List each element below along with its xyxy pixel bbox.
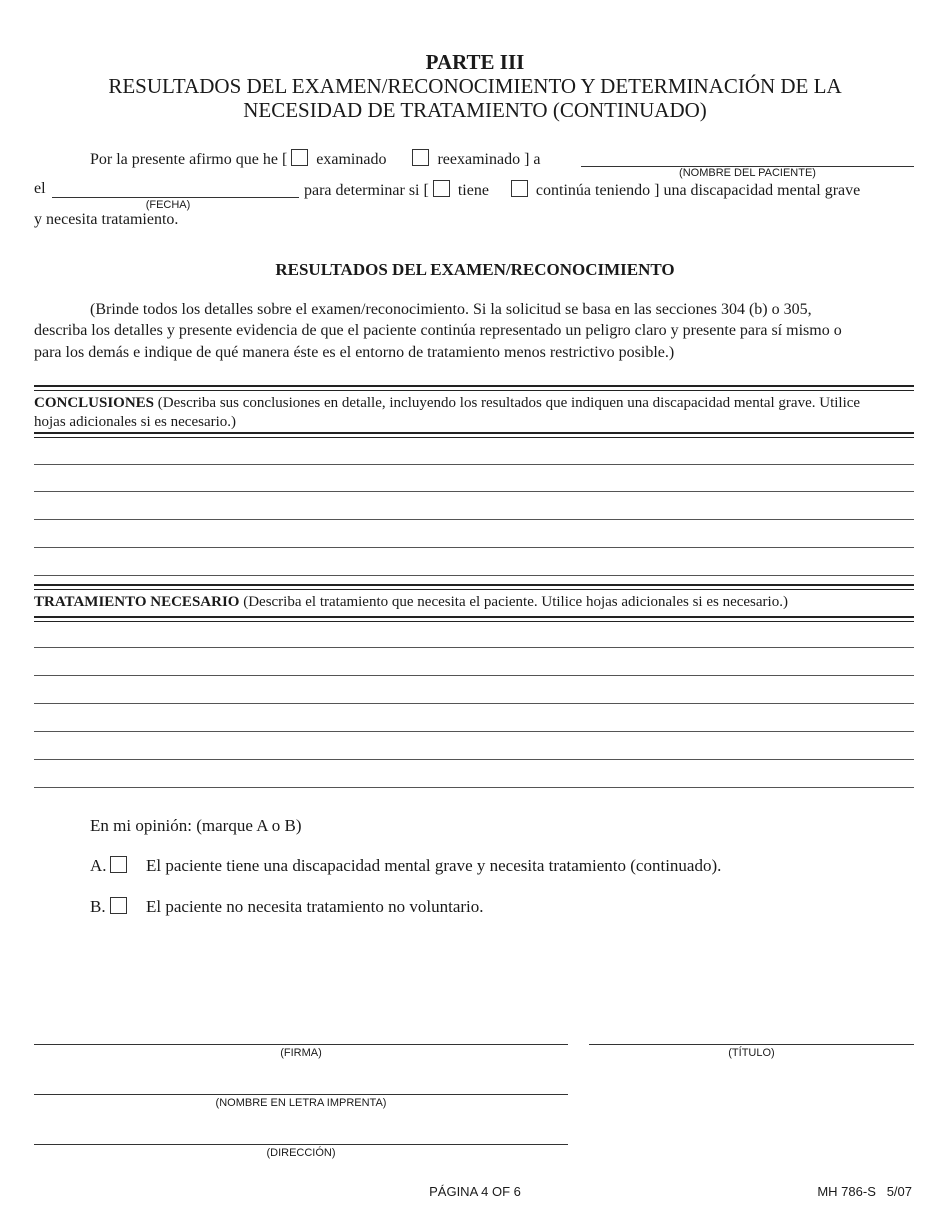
results-heading: RESULTADOS DEL EXAMEN/RECONOCIMIENTO (275, 260, 675, 279)
treatment-line[interactable] (34, 675, 914, 676)
option-a (90, 856, 722, 876)
continua-checkbox[interactable] (511, 180, 528, 197)
conclusions-header (34, 394, 914, 432)
treatment-bottom-divider (34, 616, 914, 622)
printed-name-field[interactable] (34, 1094, 568, 1095)
examinado-checkbox[interactable] (291, 149, 308, 166)
el-label: el (34, 180, 46, 197)
treatment-label: TRATAMIENTO NECESARIO (34, 594, 240, 610)
address-caption: (DIRECCIÓN) (266, 1147, 336, 1159)
reexaminado-checkbox[interactable] (412, 149, 429, 166)
title-caption: (TÍTULO) (728, 1047, 775, 1059)
conclusions-top-divider (34, 385, 914, 391)
page-title-line1: RESULTADOS DEL EXAMEN/RECONOCIMIENTO Y DETERMINACIÓN DE LA (108, 74, 842, 98)
conclusions-desc-1: (Describa sus conclusiones en detalle, incluyendo los resultados que indiquen una discapacidad mental grave. Utilice (157, 395, 861, 411)
bracket-open: [ (281, 151, 288, 168)
conclusions-line[interactable] (34, 519, 914, 520)
treatment-line[interactable] (34, 647, 914, 648)
option-b-text: El paciente no necesita tratamiento no voluntario. (146, 897, 484, 916)
conclusions-bottom-divider (34, 432, 914, 438)
para-determinar-text: para determinar si (304, 182, 420, 199)
treatment-line[interactable] (34, 731, 914, 732)
option-a-text: El paciente tiene una discapacidad mental grave y necesita tratamiento (continuado). (146, 856, 722, 875)
form-id: MH 786-S 5/07 (817, 1184, 912, 1199)
treatment-line[interactable] (34, 787, 914, 788)
conclusions-line[interactable] (34, 491, 914, 492)
date-caption: (FECHA) (145, 199, 191, 211)
date-field[interactable] (52, 197, 299, 198)
treatment-line[interactable] (34, 759, 914, 760)
treatment-top-divider (34, 584, 914, 590)
opinion-prompt: En mi opinión: (marque A o B) (90, 816, 302, 835)
conclusions-line[interactable] (34, 575, 914, 576)
affirmation-prefix: Por la presente afirmo que he (90, 151, 278, 168)
conclusions-line[interactable] (34, 464, 914, 465)
tiene-label: tiene (457, 182, 489, 199)
treatment-line[interactable] (34, 703, 914, 704)
instructions-line2: describa los detalles y presente evidencia de que el paciente continúa representado un peligro claro y presente para sí mismo o (34, 322, 842, 339)
option-a-checkbox[interactable] (110, 856, 127, 873)
instructions-line1: (Brinde todos los detalles sobre el examen/reconocimiento. Si la solicitud se basa en las secciones 304 (b) o 305, (90, 301, 812, 318)
option-b-label: B. (90, 897, 106, 916)
conclusions-desc-2: hojas adicionales si es necesario.) (34, 414, 237, 430)
part-heading: PARTE III (425, 50, 525, 74)
option-a-label: A. (90, 856, 107, 875)
page-number: PÁGINA 4 OF 6 (429, 1184, 521, 1199)
page-title-line2: NECESIDAD DE TRATAMIENTO (CONTINUADO) (243, 98, 707, 122)
bracket-open-2: [ (423, 182, 429, 199)
bracket-close-a: ] a (524, 151, 541, 168)
option-b (90, 897, 484, 917)
option-b-checkbox[interactable] (110, 897, 127, 914)
affirmation-suffix: ] una discapacidad mental grave (654, 182, 861, 199)
examinado-label: examinado (316, 151, 387, 168)
affirmation-line3: y necesita tratamiento. (34, 211, 179, 228)
reexaminado-label: reexaminado (437, 151, 521, 168)
signature-field[interactable] (34, 1044, 568, 1045)
signature-caption: (FIRMA) (280, 1047, 322, 1059)
printed-name-caption: (NOMBRE EN LETRA IMPRENTA) (215, 1097, 387, 1109)
instructions-line3: para los demás e indique de qué manera éste es el entorno de tratamiento menos restrictivo posible.) (34, 344, 675, 361)
continua-label: continúa teniendo (535, 182, 651, 199)
patient-name-caption: (NOMBRE DEL PACIENTE) (679, 167, 816, 179)
tiene-checkbox[interactable] (433, 180, 450, 197)
conclusions-line[interactable] (34, 547, 914, 548)
title-field[interactable] (589, 1044, 914, 1045)
address-field[interactable] (34, 1144, 568, 1145)
treatment-header (34, 593, 914, 612)
treatment-desc: (Describa el tratamiento que necesita el paciente. Utilice hojas adicionales si es necesario.) (243, 594, 788, 610)
affirmation-line1 (90, 149, 541, 169)
conclusions-label: CONCLUSIONES (34, 395, 155, 411)
affirmation-line2 (304, 180, 860, 200)
